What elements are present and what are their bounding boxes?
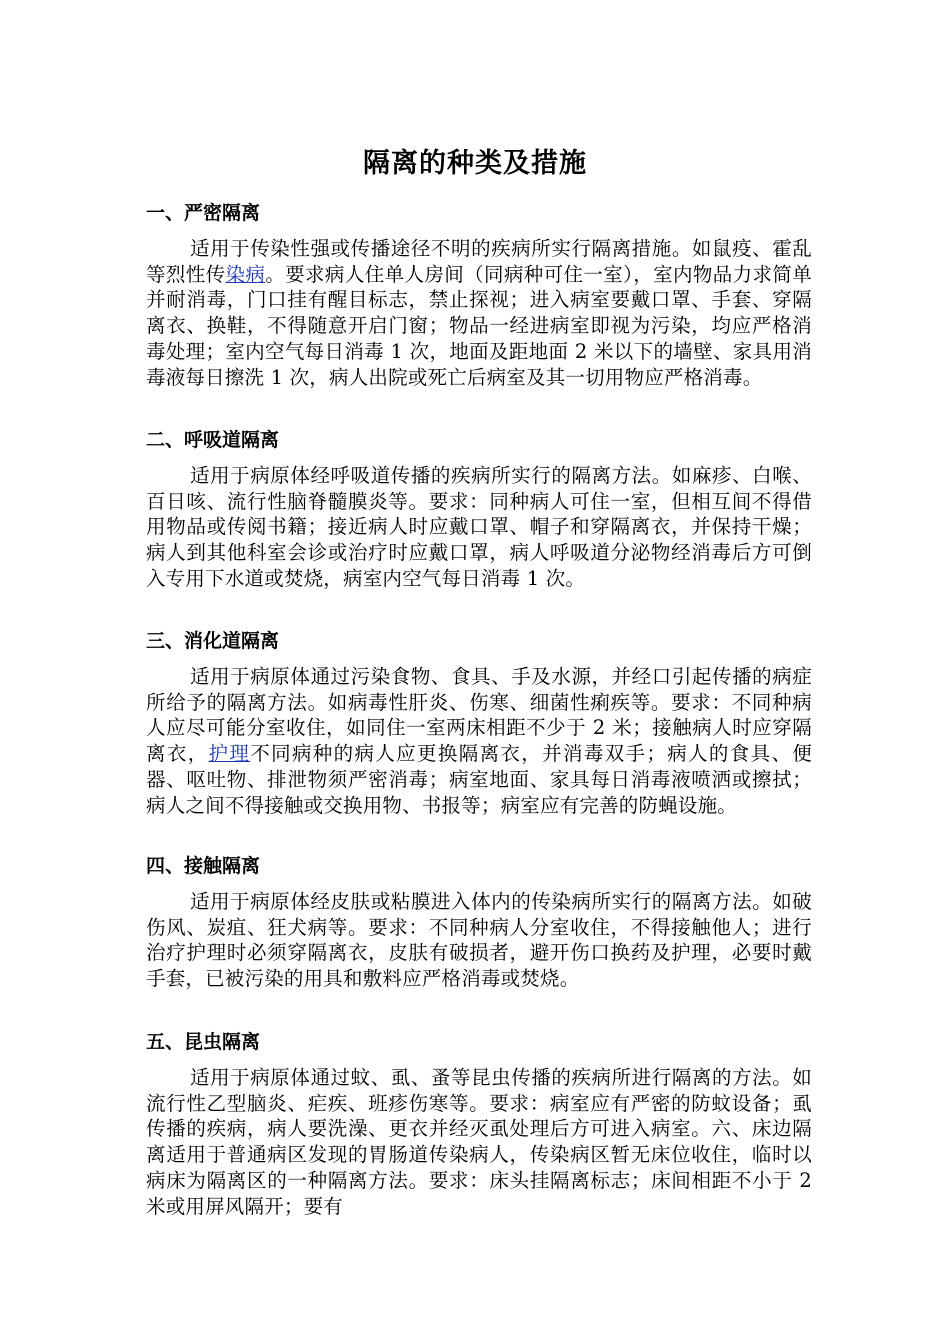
section-heading: 五、昆虫隔离 — [146, 1031, 261, 1053]
section-heading: 三、消化道隔离 — [146, 630, 280, 652]
section-body: 适用于病原体通过蚊、虱、蚤等昆虫传播的疾病所进行隔离的方法。如流行性乙型脑炎、疟疾、班疹伤寒等。要求：病室应有严密的防蚊设备；虱传播的疾病，病人要洗澡、更衣并经灭虱处理后方可进入病室。六、床边隔离适用于普通病区发现的胃肠道传染病人，传染病区暂无床位收住，临时以病床为隔离区的一种隔离方法。要求：床头挂隔离标志；床间相距不小于 2 米或用屏风隔开；要有 — [146, 1066, 812, 1218]
nursing-link[interactable]: 护理 — [208, 742, 251, 766]
section-heading: 二、呼吸道隔离 — [146, 429, 280, 451]
section-body — [146, 664, 812, 818]
section-body: 适用于病原体经皮肤或粘膜进入体内的传染病所实行的隔离方法。如破伤风、炭疽、狂犬病等。要求：不同种病人分室收住，不得接触他人；进行治疗护理时必须穿隔离衣，皮肤有破损者，避开伤口换药及护理，必要时戴手套，已被污染的用具和敷料应严格消毒或焚烧。 — [146, 890, 812, 991]
section-digestive-isolation — [146, 628, 812, 818]
section-heading: 四、接触隔离 — [146, 855, 261, 877]
body-text: 。要求病人住单人房间（同病种可住一室），室内物品力求简单并耐消毒，门口挂有醒目标志，禁止探视；进入病室要戴口罩、手套、穿隔离衣、换鞋，不得随意开启门窗；物品一经进病室即视为污染，均应严格消毒处理；室内空气每日消毒 1 次，地面及距地面 2 米以下的墙壁、家具用消毒液每日擦洗 1 次，病人出院或死亡后病室及其一切用物应严格消毒。 — [146, 262, 812, 389]
infectious-disease-link[interactable]: 染病 — [225, 262, 266, 286]
section-insect-isolation — [146, 1029, 812, 1219]
body-text: 不同病种的病人应更换隔离衣，并消毒双手；病人的食具、便器、呕吐物、排泄物须严密消毒；病室地面、家具每日消毒液喷洒或擦拭；病人之间不得接触或交换用物、书报等；病室应有完善的防蝇设施。 — [146, 742, 812, 817]
document-title: 隔离的种类及措施 — [363, 148, 587, 179]
section-body — [146, 236, 812, 390]
section-respiratory-isolation — [146, 427, 812, 592]
body-text: 适用于病原体通过污染食物、食具、手及水源，并经口引起传播的病症所给予的隔离方法。如病毒性肝炎、伤寒、细菌性痢疾等。要求：不同种病人应尽可能分室收住，如同住一室两床相距不少于 2 米；接触病人时应穿隔离衣， — [146, 665, 812, 766]
section-contact-isolation — [146, 853, 812, 992]
section-heading: 一、严密隔离 — [146, 202, 261, 224]
body-text: 适用于传染性强或传播途径不明的疾病所实行隔离措施。如鼠疫、霍乱等烈性传 — [146, 237, 812, 286]
section-body: 适用于病原体经呼吸道传播的疾病所实行的隔离方法。如麻疹、白喉、百日咳、流行性脑脊髓膜炎等。要求：同种病人可住一室，但相互间不得借用物品或传阅书籍；接近病人时应戴口罩、帽子和穿隔离衣，并保持干燥；病人到其他科室会诊或治疗时应戴口罩，病人呼吸道分泌物经消毒后方可倒入专用下水道或焚烧，病室内空气每日消毒 1 次。 — [146, 464, 812, 590]
section-strict-isolation — [146, 200, 812, 390]
